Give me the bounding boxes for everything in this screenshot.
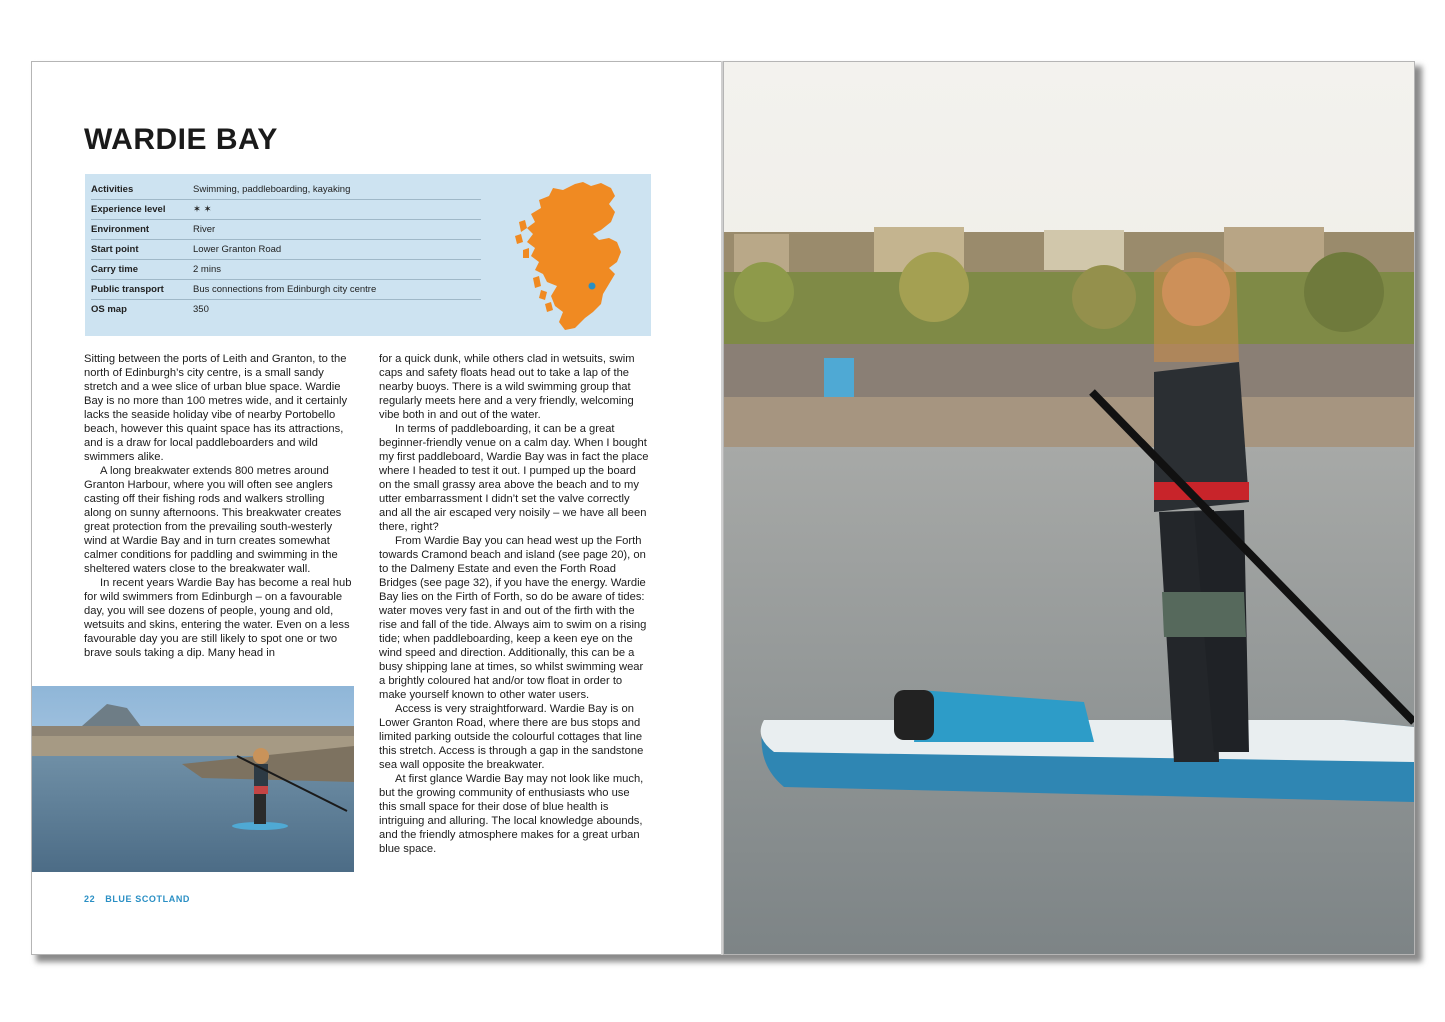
- paragraph: Sitting between the ports of Leith and Granton, to the north of Edinburgh’s city centre, is a small sandy stretch and a wee slice of urban blue space. Wardie Bay is no more than 100 metres wide, and it certainly lacks the seaside holiday vibe of nearby Portobello beach, however this quaint space has its attractions, and is a draw for local paddleboarders and wild swimmers alike.: [84, 353, 348, 463]
- scotland-map: [505, 178, 645, 334]
- paragraph: In terms of paddleboarding, it can be a great beginner-friendly venue on a calm day. When I bought my first paddleboard, Wardie Bay was in fact the place where I headed to test it out. I pumped up the board on the small grassy area above the beach and to my utter embarrassment I didn’t set the valve correctly and all the air escaped very noisily – we have all been there, right?: [379, 423, 649, 533]
- location-pin-icon: [589, 283, 596, 290]
- paragraph: for a quick dunk, while others clad in wetsuits, swim caps and safety floats head out to take a lap of the nearby buoys. There is a wild swimming group that regularly meets here and a very friendly, welcoming vibe both in and out of the water.: [379, 353, 635, 421]
- paddleboarder-small-photo: [32, 686, 354, 872]
- info-box: [85, 174, 651, 336]
- body-column-1: [84, 352, 354, 660]
- info-row-activities: Activities Swimming, paddleboarding, kayaking: [91, 180, 481, 200]
- page-title: WARDIE BAY: [84, 123, 278, 156]
- info-row-start-point: Start point Lower Granton Road: [91, 240, 481, 260]
- page-number: 22: [84, 894, 96, 904]
- left-page: [31, 61, 722, 955]
- paragraph: At first glance Wardie Bay may not look like much, but the growing community of enthusiasts who use this small space for their dose of blue health is intriguing and alluring. The local knowledge abounds, and the friendly atmosphere makes for a great urban blue space.: [379, 773, 644, 855]
- paragraph: A long breakwater extends 800 metres around Granton Harbour, where you will often see anglers casting off their fishing rods and walkers strolling along on sunny afternoons. This breakwater creates great protection from the prevailing south-westerly wind at Wardie Bay and in turn creates somewhat calmer conditions for paddling and swimming in the sheltered waters close to the breakwater wall.: [84, 465, 342, 575]
- paragraph: In recent years Wardie Bay has become a real hub for wild swimmers from Edinburgh – on a favourable day, you will see dozens of people, young and old, wetsuits and skins, entering the water. Even on a less favourable day you are still likely to spot one or two brave souls taking a dip. Many head in: [84, 577, 352, 659]
- folio: [84, 894, 190, 904]
- info-row-os-map: OS map 350: [91, 304, 209, 315]
- body-column-2: [379, 352, 649, 856]
- info-row-environment: Environment River: [91, 220, 481, 240]
- info-row-experience: Experience level ✶ ✶: [91, 200, 481, 220]
- paddleboarder-large-photo: [724, 62, 1414, 954]
- info-row-public-transport: Public transport Bus connections from Edinburgh city centre: [91, 280, 481, 300]
- right-page: [723, 61, 1415, 955]
- book-title: BLUE SCOTLAND: [105, 894, 191, 904]
- paragraph: From Wardie Bay you can head west up the Forth towards Cramond beach and island (see page 20), on to the Dalmeny Estate and even the Forth Road Bridges (see page 32), if you have the energy. Wardie Bay lies on the Firth of Forth, so do be aware of tides: water moves very fast in and out of the firth with the rise and fall of the tide. Always aim to swim on a rising tide; when paddleboarding, keep a keen eye on the wind speed and direction. Additionally, this can be a busy shipping lane at times, so whilst swimming wear a brightly coloured hat and/or tow float in order to make yourself known to other water users.: [379, 535, 647, 701]
- paragraph: Access is very straightforward. Wardie Bay is on Lower Granton Road, where there are bus stops and limited parking outside the colourful cottages that line this stretch. Access is through a gap in the sandstone sea wall opposite the breakwater.: [379, 703, 644, 771]
- info-row-carry-time: Carry time 2 mins: [91, 260, 481, 280]
